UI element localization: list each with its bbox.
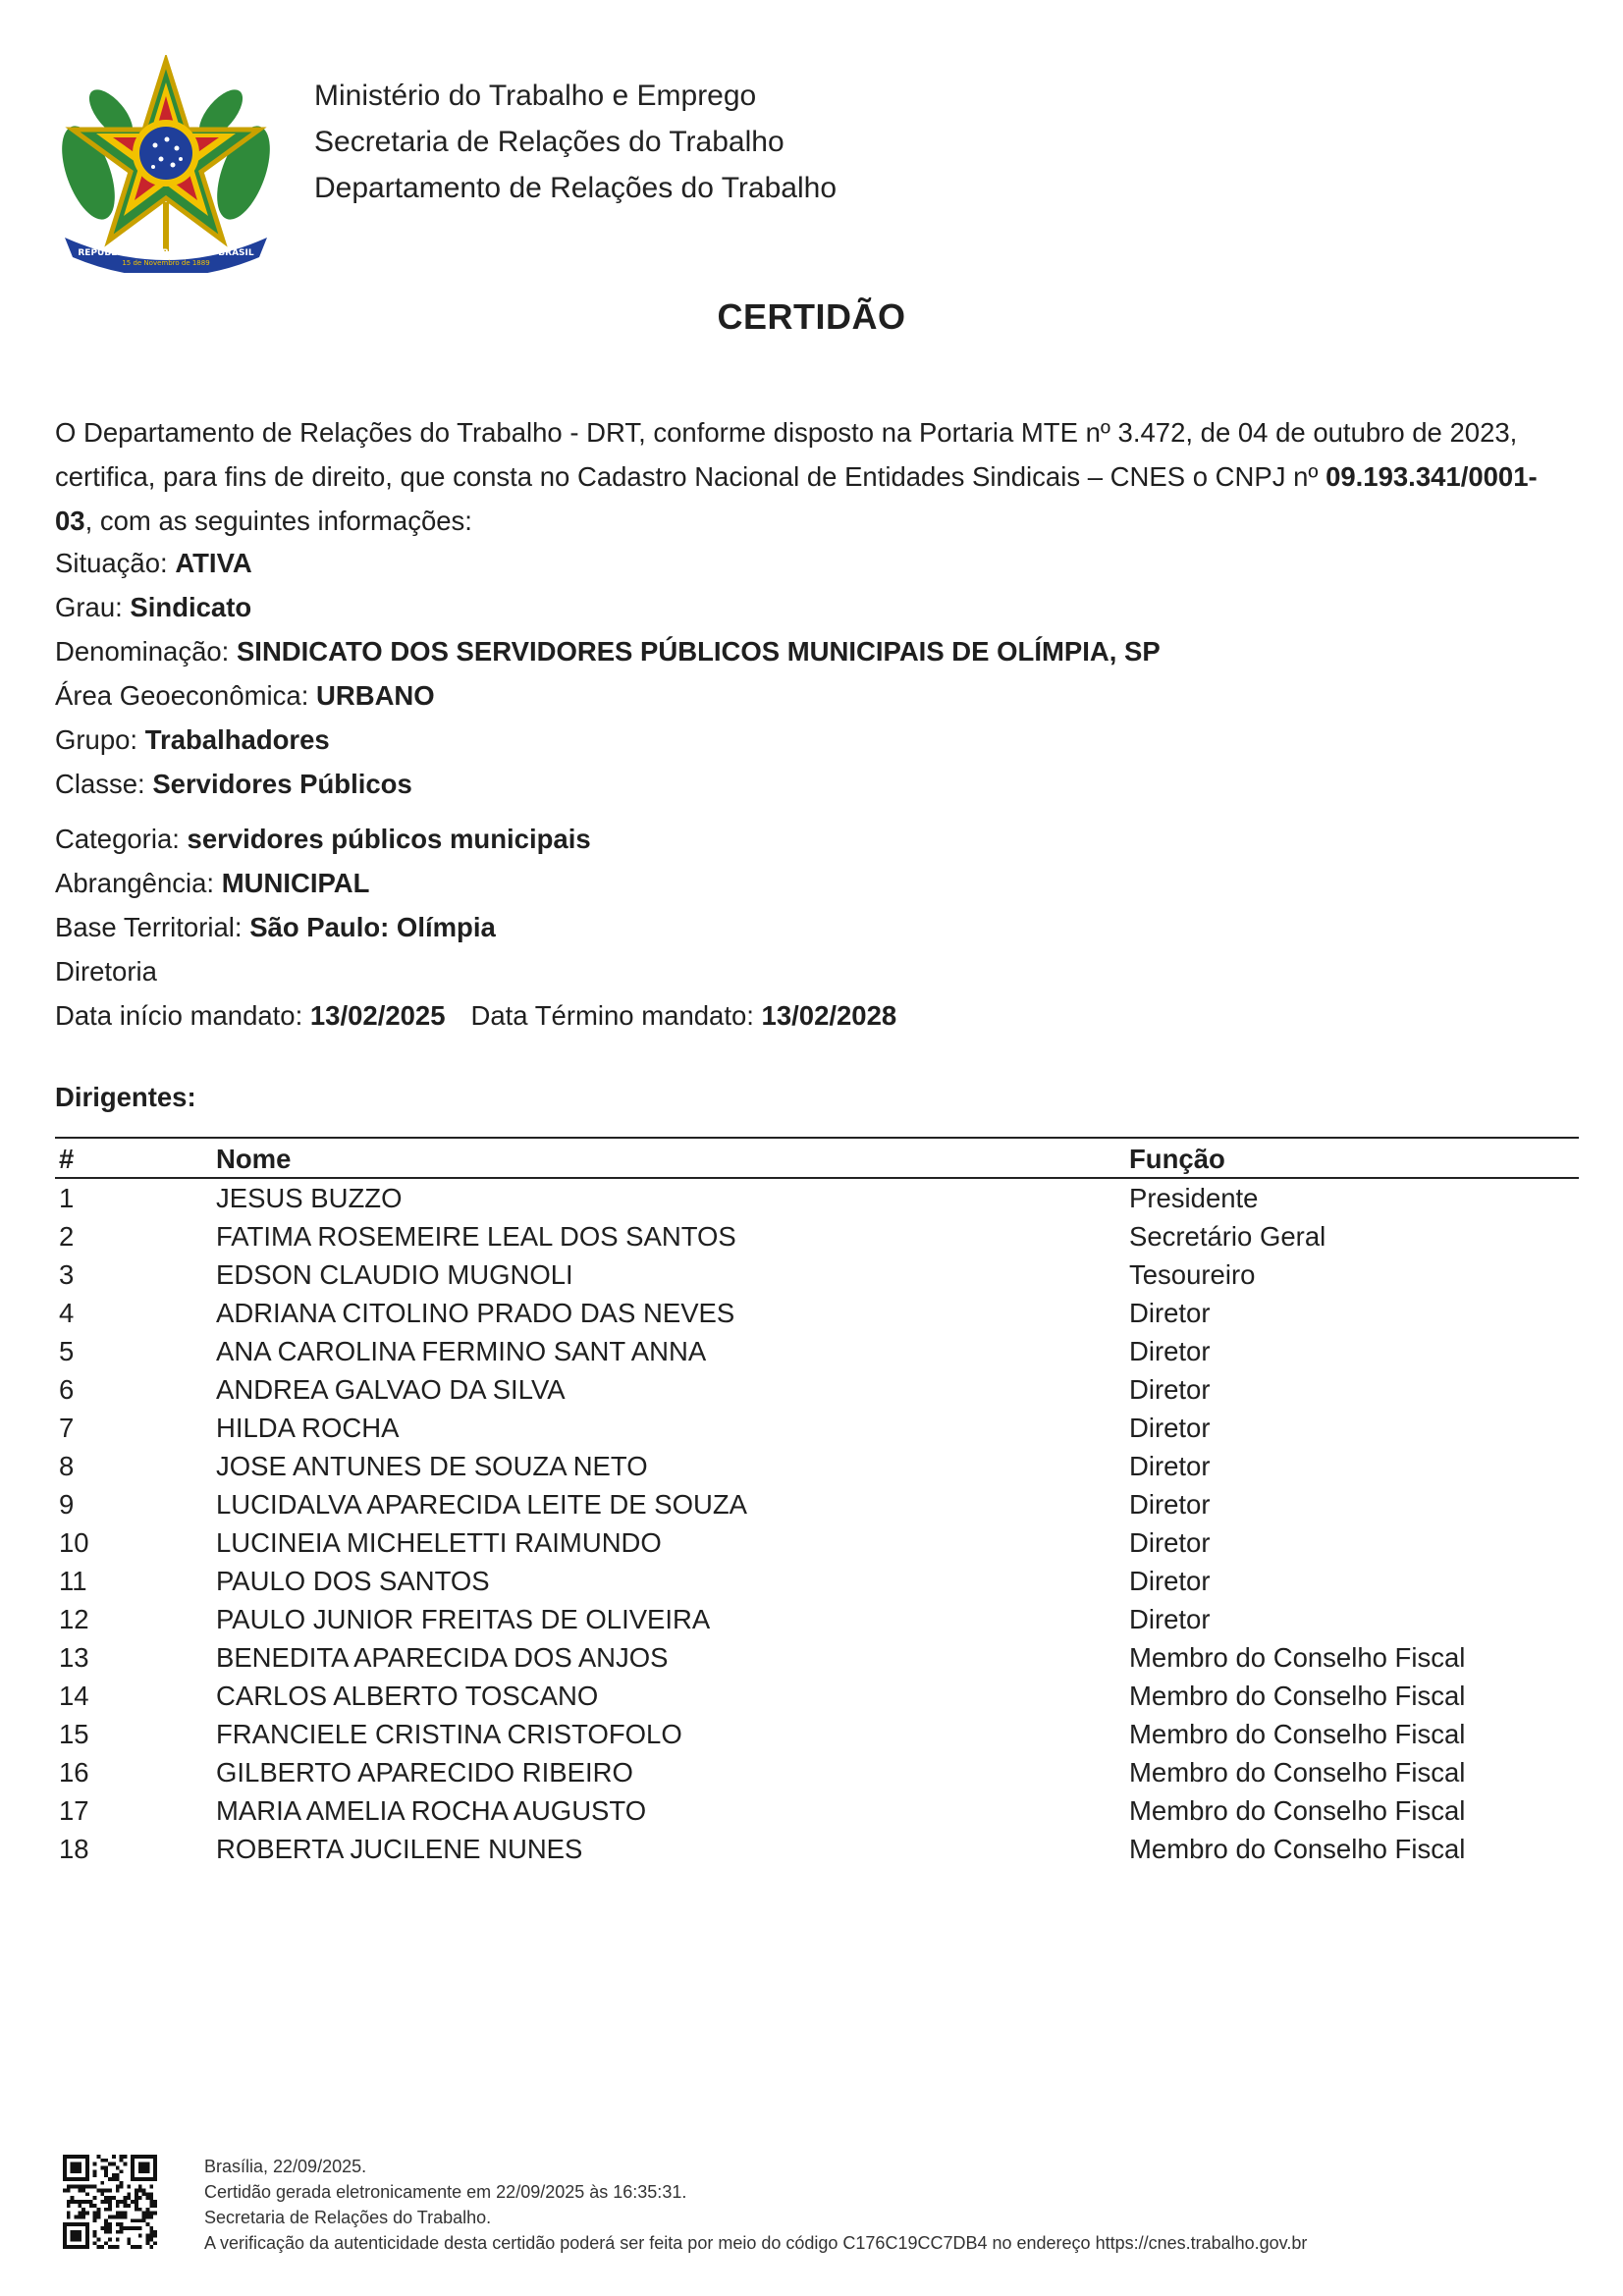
row-nome: FATIMA ROSEMEIRE LEAL DOS SANTOS <box>216 1220 736 1252</box>
field-abrangencia <box>55 861 896 905</box>
field-value: ATIVA <box>175 548 252 578</box>
table-row <box>55 1217 1579 1255</box>
footer-verification: A verificação da autenticidade desta certidão poderá ser feita por meio do código C176C19CC7DB4 no endereço https://cnes.trabalho.gov.br <box>204 2233 1308 2253</box>
entity-fields <box>55 541 1161 806</box>
brazil-coat-of-arms-icon <box>57 55 275 273</box>
row-number: 4 <box>59 1297 75 1328</box>
table-row <box>55 1523 1579 1562</box>
table-row <box>55 1178 1579 1217</box>
row-funcao: Diretor <box>1129 1373 1211 1405</box>
row-number: 6 <box>59 1373 75 1405</box>
header-nome: Nome <box>216 1138 1129 1178</box>
mandato-inicio-label: Data início mandato: <box>55 1000 310 1031</box>
dirigentes-title: Dirigentes: <box>55 1082 196 1112</box>
row-nome: PAULO DOS SANTOS <box>216 1565 490 1596</box>
row-funcao: Membro do Conselho Fiscal <box>1129 1794 1466 1826</box>
field-label: Área Geoeconômica: <box>55 680 316 711</box>
row-funcao: Diretor <box>1129 1335 1211 1366</box>
row-nome: MARIA AMELIA ROCHA AUGUSTO <box>216 1794 647 1826</box>
row-nome: LUCIDALVA APARECIDA LEITE DE SOUZA <box>216 1488 748 1520</box>
row-number: 10 <box>59 1526 89 1558</box>
field-label: Grau: <box>55 592 131 622</box>
field-label: Denominação: <box>55 636 237 667</box>
table-header-row <box>55 1138 1579 1178</box>
row-number: 15 <box>59 1718 89 1749</box>
row-nome: JOSE ANTUNES DE SOUZA NETO <box>216 1450 648 1481</box>
row-funcao: Presidente <box>1129 1182 1259 1213</box>
table-row <box>55 1409 1579 1447</box>
row-number: 18 <box>59 1833 89 1864</box>
field-value: Servidores Públicos <box>152 769 412 799</box>
table-row <box>55 1447 1579 1485</box>
table-row <box>55 1562 1579 1600</box>
field-area <box>55 673 1161 718</box>
footer-secretariat: Secretaria de Relações do Trabalho. <box>204 2208 492 2227</box>
row-funcao: Secretário Geral <box>1129 1220 1326 1252</box>
footer-place-date: Brasília, 22/09/2025. <box>204 2157 367 2176</box>
mandato-inicio: 13/02/2025 <box>309 1000 446 1031</box>
mandato-dates <box>55 993 896 1038</box>
row-number: 9 <box>59 1488 75 1520</box>
row-nome: FRANCIELE CRISTINA CRISTOFOLO <box>216 1718 682 1749</box>
intro-text-b: , com as seguintes informações: <box>84 506 472 536</box>
field-label: Abrangência: <box>55 868 222 898</box>
field-grau <box>55 585 1161 629</box>
field-value: Sindicato <box>130 592 252 622</box>
row-funcao: Membro do Conselho Fiscal <box>1129 1680 1466 1711</box>
footer <box>204 2154 1307 2256</box>
field-value: SINDICATO DOS SERVIDORES PÚBLICOS MUNICIPAIS DE OLÍMPIA, SP <box>236 636 1161 667</box>
field-grupo <box>55 718 1161 762</box>
row-funcao: Diretor <box>1129 1526 1211 1558</box>
header-secretariat: Secretaria de Relações do Trabalho <box>314 126 784 158</box>
header-department: Departamento de Relações do Trabalho <box>314 172 838 204</box>
header-funcao: Função <box>1129 1138 1579 1178</box>
row-nome: HILDA ROCHA <box>216 1412 400 1443</box>
row-funcao: Membro do Conselho Fiscal <box>1129 1756 1466 1788</box>
field-base-territorial <box>55 905 896 949</box>
row-number: 2 <box>59 1220 75 1252</box>
row-number: 17 <box>59 1794 89 1826</box>
row-nome: JESUS BUZZO <box>216 1182 403 1213</box>
row-number: 3 <box>59 1258 75 1290</box>
table-row <box>55 1638 1579 1677</box>
mandato-termino-label: Data Término mandato: <box>470 1000 762 1031</box>
field-classe <box>55 762 1161 806</box>
header-number: # <box>55 1138 216 1178</box>
field-label: Situação: <box>55 548 176 578</box>
dirigentes-table <box>55 1137 1579 1868</box>
row-funcao: Diretor <box>1129 1412 1211 1443</box>
table-row <box>55 1791 1579 1830</box>
row-funcao: Diretor <box>1129 1603 1211 1634</box>
row-number: 5 <box>59 1335 75 1366</box>
field-value: URBANO <box>315 680 435 711</box>
field-value: MUNICIPAL <box>221 868 370 898</box>
cnpj-value: 09.193.341/0001-03 <box>55 461 1538 536</box>
row-funcao: Membro do Conselho Fiscal <box>1129 1641 1466 1673</box>
field-label: Grupo: <box>55 724 145 755</box>
row-nome: CARLOS ALBERTO TOSCANO <box>216 1680 599 1711</box>
row-nome: EDSON CLAUDIO MUGNOLI <box>216 1258 573 1290</box>
footer-generated: Certidão gerada eletronicamente em 22/09/2025 às 16:35:31. <box>204 2182 687 2202</box>
row-number: 8 <box>59 1450 75 1481</box>
row-nome: GILBERTO APARECIDO RIBEIRO <box>216 1756 633 1788</box>
table-row <box>55 1255 1579 1294</box>
row-number: 16 <box>59 1756 89 1788</box>
table-row <box>55 1677 1579 1715</box>
row-number: 11 <box>59 1565 87 1596</box>
field-label: Classe: <box>55 769 153 799</box>
field-categoria <box>55 817 896 861</box>
row-nome: ADRIANA CITOLINO PRADO DAS NEVES <box>216 1297 735 1328</box>
field-value: Trabalhadores <box>144 724 330 755</box>
emblem-banner-text: REPÚBLICA FEDERATIVA DO BRASIL <box>78 248 254 258</box>
mandato-termino: 13/02/2028 <box>761 1000 897 1031</box>
table-row <box>55 1753 1579 1791</box>
field-value: São Paulo: Olímpia <box>249 912 496 942</box>
field-situacao <box>55 541 1161 585</box>
row-nome: LUCINEIA MICHELETTI RAIMUNDO <box>216 1526 662 1558</box>
row-number: 14 <box>59 1680 89 1711</box>
header-ministry: Ministério do Trabalho e Emprego <box>314 80 757 112</box>
table-row <box>55 1485 1579 1523</box>
row-funcao: Diretor <box>1129 1297 1211 1328</box>
row-nome: ANA CAROLINA FERMINO SANT ANNA <box>216 1335 707 1366</box>
table-row <box>55 1830 1579 1868</box>
row-nome: PAULO JUNIOR FREITAS DE OLIVEIRA <box>216 1603 711 1634</box>
row-funcao: Tesoureiro <box>1129 1258 1256 1290</box>
row-funcao: Diretor <box>1129 1565 1211 1596</box>
row-funcao: Diretor <box>1129 1488 1211 1520</box>
header <box>314 73 837 211</box>
field-denominacao <box>55 629 1161 673</box>
emblem-date-text: 15 de Novembro de 1889 <box>122 259 210 267</box>
page-title: CERTIDÃO <box>717 296 906 337</box>
row-number: 1 <box>59 1182 75 1213</box>
intro-paragraph <box>55 410 1547 543</box>
table-row <box>55 1332 1579 1370</box>
row-nome: BENEDITA APARECIDA DOS ANJOS <box>216 1641 669 1673</box>
entity-fields-2 <box>55 817 896 1038</box>
table-row <box>55 1370 1579 1409</box>
field-value: servidores públicos municipais <box>187 824 591 854</box>
row-funcao: Membro do Conselho Fiscal <box>1129 1833 1466 1864</box>
field-label: Categoria: <box>55 824 188 854</box>
qr-code-icon <box>63 2155 157 2249</box>
row-number: 12 <box>59 1603 89 1634</box>
row-number: 13 <box>59 1641 89 1673</box>
table-row <box>55 1715 1579 1753</box>
row-nome: ROBERTA JUCILENE NUNES <box>216 1833 583 1864</box>
table-row <box>55 1294 1579 1332</box>
intro-text-a: O Departamento de Relações do Trabalho - DRT, conforme disposto na Portaria MTE nº 3.472, de 04 de outubro de 2023, certifica, para fins de direito, que consta no Cadastro Nacional de Entidades Sindicais – CNES o CNPJ nº <box>55 417 1518 492</box>
row-funcao: Diretor <box>1129 1450 1211 1481</box>
field-label: Base Territorial: <box>55 912 250 942</box>
diretoria-label: Diretoria <box>55 956 157 987</box>
row-number: 7 <box>59 1412 75 1443</box>
row-funcao: Membro do Conselho Fiscal <box>1129 1718 1466 1749</box>
table-row <box>55 1600 1579 1638</box>
row-nome: ANDREA GALVAO DA SILVA <box>216 1373 566 1405</box>
